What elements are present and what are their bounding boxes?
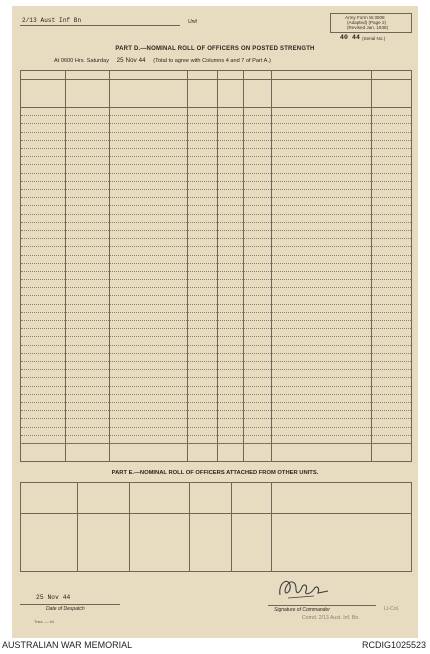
table-row (21, 181, 411, 189)
table-row (21, 205, 411, 213)
header-rule (21, 513, 411, 514)
document-sheet (12, 6, 418, 638)
table-row (21, 197, 411, 205)
table-row (21, 115, 411, 123)
table-row (21, 418, 411, 426)
table-row (21, 336, 411, 344)
form-adapted: (Adapted) (Page 2) (347, 20, 387, 25)
table-row (21, 287, 411, 295)
table-row (21, 214, 411, 222)
table-row (21, 246, 411, 254)
serial-label: (Serial No.) (362, 36, 386, 41)
archive-reference: RCDIG1025523 (361, 640, 426, 650)
signature-label: Signature of Commander (274, 607, 330, 613)
table-row (21, 386, 411, 394)
table-row (21, 222, 411, 230)
column-divider (271, 483, 272, 571)
table-row (21, 140, 411, 148)
table-row (21, 255, 411, 263)
form-number: Army Form W.3008 (345, 15, 385, 20)
commander-signature (274, 573, 334, 603)
printer-mark: Trsur. — 44 (34, 620, 54, 624)
signature-rank: Lt-Col. (384, 606, 400, 612)
subtitle-note: (Total to agree with Columns 4 and 7 of Part A.) (153, 58, 271, 64)
table-row (21, 238, 411, 246)
table-row (21, 320, 411, 328)
table-row (21, 263, 411, 271)
column-divider (189, 483, 190, 571)
table-row (21, 132, 411, 140)
signature-title: Comd. 2/13 Aust. Inf. Bn. (302, 615, 360, 621)
table-row (21, 402, 411, 410)
despatch-label: Date of Despatch (46, 606, 85, 612)
table-row (21, 435, 411, 443)
column-number-rule (21, 79, 411, 80)
table-row (21, 173, 411, 181)
table-row (21, 312, 411, 320)
table-row (21, 107, 411, 115)
table-row (21, 156, 411, 164)
table-row (21, 164, 411, 172)
archive-caption: AUSTRALIAN WAR MEMORIAL (2, 640, 133, 650)
subtitle-time: At 0600 Hrs. Saturday (54, 58, 110, 64)
part-d-title: PART D.—NOMINAL ROLL OF OFFICERS ON POSTED STRENGTH (115, 46, 315, 52)
unit-name: 2/13 Aust Inf Bn (22, 17, 82, 24)
unit-label: Unit (188, 19, 197, 25)
table-row (21, 369, 411, 377)
row-rule (21, 443, 411, 444)
column-divider (77, 483, 78, 571)
serial-number: 40 44 (340, 34, 361, 41)
table-row (21, 353, 411, 361)
table-row (21, 377, 411, 385)
table-row (21, 394, 411, 402)
table-row (21, 295, 411, 303)
table-row (21, 189, 411, 197)
table-row (21, 361, 411, 369)
table-row (21, 328, 411, 336)
table-row (21, 427, 411, 435)
archive-footer (0, 638, 430, 654)
officers-attached-table (20, 482, 412, 572)
part-e-title: PART E.—NOMINAL ROLL OF OFFICERS ATTACHED FROM OTHER UNITS. (111, 470, 319, 476)
table-row (21, 279, 411, 287)
form-box (330, 13, 412, 33)
table-row (21, 410, 411, 418)
form-revised: (Revised Jan. 1938) (347, 25, 389, 30)
roll-date: 25 Nov 44 (116, 57, 146, 64)
despatch-date: 25 Nov 44 (36, 594, 71, 601)
table-row (21, 123, 411, 131)
part-d-subtitle (54, 57, 271, 64)
table-row (21, 304, 411, 312)
officers-posted-table (20, 70, 412, 462)
table-row (21, 148, 411, 156)
table-row (21, 539, 411, 551)
column-divider (129, 483, 130, 571)
table-row (21, 271, 411, 279)
table-row (21, 345, 411, 353)
column-divider (231, 483, 232, 571)
table-row (21, 230, 411, 238)
